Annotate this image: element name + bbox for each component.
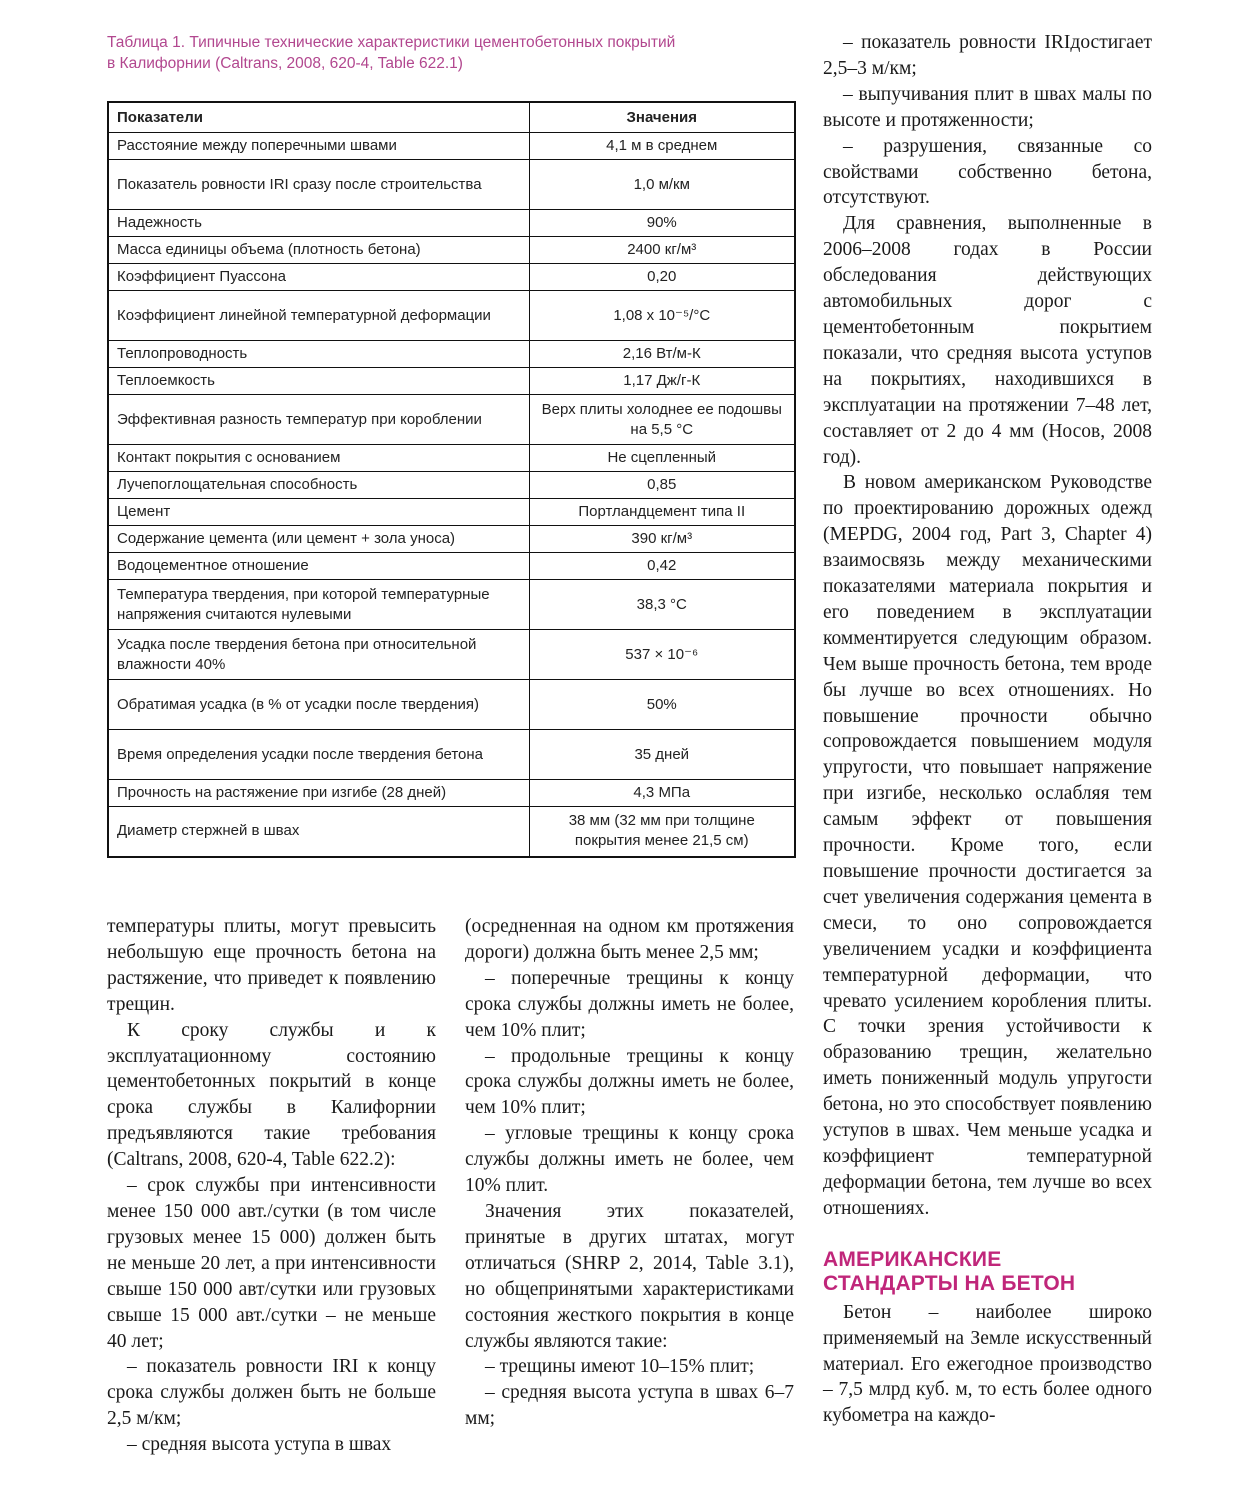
row-parameter: Коэффициент Пуассона: [108, 264, 529, 291]
list-item: – разрушения, связанные со свойствами собственно бетона, отсутствуют.: [823, 135, 1152, 209]
row-parameter: Водоцементное отношение: [108, 553, 529, 580]
row-value: 390 кг/м³: [529, 526, 795, 553]
table-row: [108, 291, 795, 341]
row-parameter: Прочность на растяжение при изгибе (28 дней): [108, 780, 529, 807]
paragraph: температуры плиты, могут превысить небольшую еще прочность бетона на растяжение, что приведет к появлению трещин.: [107, 916, 436, 1015]
list-item: – продольные трещины к концу срока службы должны иметь не более, чем 10% плит;: [465, 1045, 794, 1119]
row-value: 1,08 х 10⁻⁵/°С: [529, 291, 795, 341]
row-value: 0,20: [529, 264, 795, 291]
row-value: Верх плиты холоднее ее подошвы на 5,5 °С: [529, 395, 795, 445]
list-item: – угловые трещины к концу срока службы должны иметь не более, чем 10% плит.: [465, 1123, 794, 1197]
table-row: [108, 780, 795, 807]
table-row: [108, 680, 795, 730]
paragraph: Значения этих показателей, принятые в других штатах, могут отличаться (SHRP 2, 2014, Table 3.1), но общепринятыми характеристиками состояния жесткого покрытия в конце службы являются такие:: [465, 1200, 794, 1352]
table-caption: [107, 32, 797, 74]
list-item: – показатель ровности IRIдостигает 2,5–3 м/км;: [823, 32, 1152, 79]
section-heading-line1: АМЕРИКАНСКИЕ: [823, 1247, 1002, 1271]
list-item: – срок службы при интенсивности менее 150 000 авт./сутки (в том числе грузовых менее 15 000) должен быть не меньше 20 лет, а при интенсивности свыше 150 000 авт/сутки или грузовых свыше 15 000 авт./сутки – не меньше 40 лет;: [107, 1175, 436, 1352]
spec-table-container: [107, 101, 794, 858]
row-parameter: Показатель ровности IRI сразу после строительства: [108, 160, 529, 210]
table-row: [108, 730, 795, 780]
row-value: 38,3 °С: [529, 580, 795, 630]
row-parameter: Лучепоглощательная способность: [108, 472, 529, 499]
row-value: 0,85: [529, 472, 795, 499]
row-value: 4,1 м в среднем: [529, 133, 795, 160]
row-parameter: Масса единицы объема (плотность бетона): [108, 237, 529, 264]
row-value: 0,42: [529, 553, 795, 580]
row-parameter: Надежность: [108, 210, 529, 237]
table-row: [108, 133, 795, 160]
text-column-middle: [465, 914, 794, 1432]
paragraph: К сроку службы и к эксплуатационному состоянию цементобетонных покрытий в конце срока службы в Калифорнии предъявляются такие требования (Caltrans, 2008, 620-4, Table 622.2):: [107, 1019, 436, 1171]
table-row: [108, 368, 795, 395]
table-row: [108, 264, 795, 291]
text-column-left: [107, 914, 436, 1458]
text-column-right: [823, 30, 1152, 1429]
table-caption-line1: Таблица 1. Типичные технические характеристики цементобетонных покрытий: [107, 34, 676, 51]
table-row: [108, 553, 795, 580]
row-value: 90%: [529, 210, 795, 237]
row-value: 4,3 МПа: [529, 780, 795, 807]
table-header-row: [108, 102, 795, 133]
list-item: – поперечные трещины к концу срока службы должны иметь не более, чем 10% плит;: [465, 967, 794, 1041]
row-parameter: Время определения усадки после твердения бетона: [108, 730, 529, 780]
row-value: 35 дней: [529, 730, 795, 780]
table-caption-line2: в Калифорнии (Caltrans, 2008, 620-4, Table 622.1): [107, 55, 463, 72]
row-parameter: Теплопроводность: [108, 341, 529, 368]
row-value: 537 × 10⁻⁶: [529, 630, 795, 680]
list-item: – средняя высота уступа в швах: [127, 1434, 392, 1456]
paragraph: Для сравнения, выполненные в 2006–2008 годах в России обследования действующих автомобильных дорог с цементобетонным покрытием показали, что средняя высота уступов на покрытиях, находившихся в эксплуатации на протяжении 7–48 лет, составляет от 2 до 4 мм (Носов, 2008 год).: [823, 213, 1152, 468]
row-parameter: Содержание цемента (или цемент + зола уноса): [108, 526, 529, 553]
row-parameter: Цемент: [108, 499, 529, 526]
table-row: [108, 499, 795, 526]
row-value: 2,16 Вт/м-К: [529, 341, 795, 368]
row-parameter: Контакт покрытия с основанием: [108, 445, 529, 472]
row-value: 1,17 Дж/г-К: [529, 368, 795, 395]
paragraph: В новом американском Руководстве по проектированию дорожных одежд (MEPDG, 2004 год, Part 3, Chapter 4) взаимосвязь между механическими показателями материала покрытия и его поведением в эксплуатации комментируется следующим образом. Чем выше прочность бетона, тем вроде бы лучше во всех отношениях. Но повышение прочности обычно сопровождается повышением модуля упругости, что повышает напряжение при изгибе, несколько ослабляя тем самым эффект от повышения прочности. Кроме того, если повышение прочности достигается за счет увеличения содержания цемента в смеси, то оно сопровождается увеличением усадки и коэффициента температурной деформации, что чревато усилением коробления плиты. С точки зрения устойчивости к образованию трещин, желательно иметь пониженный модуль упругости бетона, но это способствует появлению уступов в швах. Чем меньше усадка и коэффициент температурной деформации бетона, тем лучше во всех отношениях.: [823, 472, 1152, 1219]
row-parameter: Диаметр стержней в швах: [108, 807, 529, 857]
paragraph: Бетон – наиболее широко применяемый на Земле искусственный материал. Его ежегодное производство – 7,5 млрд куб. м, то есть более одного кубометра на каждо-: [823, 1301, 1152, 1427]
row-value: 50%: [529, 680, 795, 730]
section-heading-line2: СТАНДАРТЫ НА БЕТОН: [823, 1271, 1076, 1295]
row-value: 38 мм (32 мм при толщине покрытия менее 21,5 см): [529, 807, 795, 857]
row-parameter: Коэффициент линейной температурной деформации: [108, 291, 529, 341]
paragraph: (осредненная на одном км протяжения дороги) должна быть менее 2,5 мм;: [465, 916, 794, 963]
table-row: [108, 472, 795, 499]
table-row: [108, 526, 795, 553]
table-row: [108, 445, 795, 472]
section-heading: [823, 1248, 1152, 1296]
row-value: Портландцемент типа II: [529, 499, 795, 526]
row-value: 1,0 м/км: [529, 160, 795, 210]
row-parameter: Эффективная разность температур при короблении: [108, 395, 529, 445]
spec-table: [107, 101, 796, 858]
table-row: [108, 341, 795, 368]
table-row: [108, 160, 795, 210]
row-parameter: Расстояние между поперечными швами: [108, 133, 529, 160]
table-row: [108, 237, 795, 264]
row-parameter: Усадка после твердения бетона при относительной влажности 40%: [108, 630, 529, 680]
table-row: [108, 630, 795, 680]
list-item: – средняя высота уступа в швах 6–7 мм;: [465, 1382, 794, 1430]
row-parameter: Температура твердения, при которой температурные напряжения считаются нулевыми: [108, 580, 529, 630]
row-value: 2400 кг/м³: [529, 237, 795, 264]
table-row: [108, 807, 795, 857]
table-row: [108, 395, 795, 445]
table-row: [108, 210, 795, 237]
row-value: Не сцепленный: [529, 445, 795, 472]
header-value: Значения: [529, 102, 795, 133]
row-parameter: Обратимая усадка (в % от усадки после твердения): [108, 680, 529, 730]
list-item: – показатель ровности IRI к концу срока службы должен быть не больше 2,5 м/км;: [107, 1356, 436, 1430]
list-item: – трещины имеют 10–15% плит;: [485, 1356, 755, 1378]
row-parameter: Теплоемкость: [108, 368, 529, 395]
header-parameter: Показатели: [108, 102, 529, 133]
table-row: [108, 580, 795, 630]
list-item: – выпучивания плит в швах малы по высоте и протяженности;: [823, 83, 1152, 131]
